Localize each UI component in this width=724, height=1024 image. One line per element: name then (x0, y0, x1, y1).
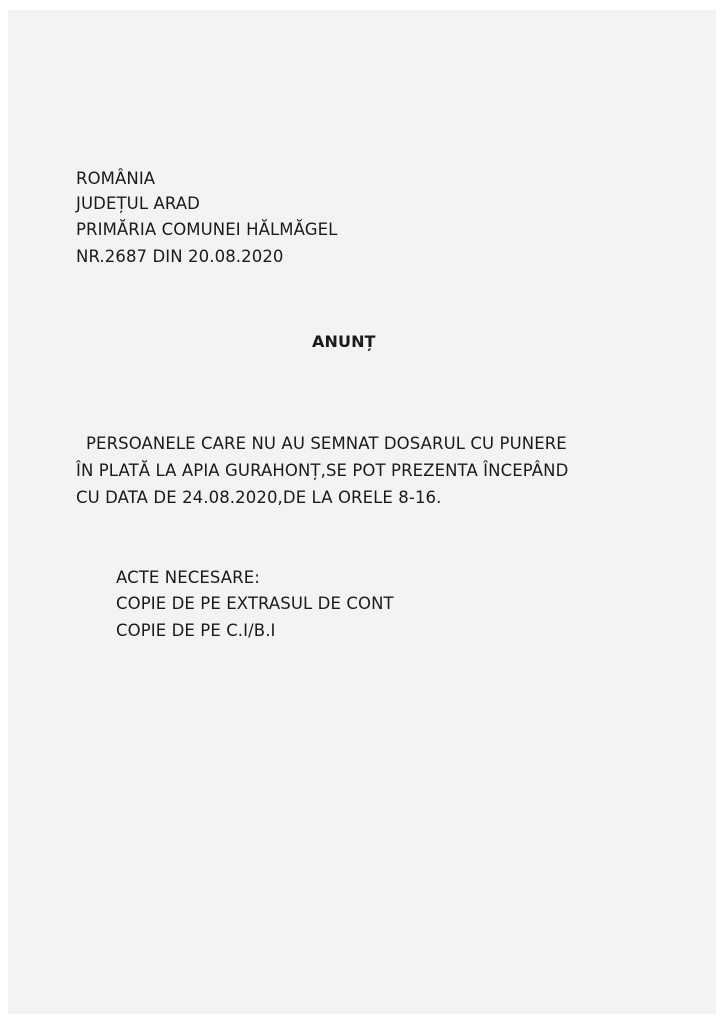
announcement-line-3: CU DATA DE 24.08.2020,DE LA ORELE 8-16. (76, 488, 442, 507)
required-documents-heading: ACTE NECESARE: (116, 568, 260, 587)
required-document-item: COPIE DE PE C.I/B.I (116, 621, 276, 640)
header-country: ROMÂNIA (76, 169, 156, 188)
announcement-title: ANUNȚ (312, 332, 376, 351)
header-county: JUDEȚUL ARAD (76, 194, 200, 213)
document-page (8, 10, 716, 1014)
announcement-line-2: ÎN PLATĂ LA APIA GURAHONȚ,SE POT PREZENTA ÎNCEPÂND (76, 461, 569, 480)
announcement-line-1: PERSOANELE CARE NU AU SEMNAT DOSARUL CU PUNERE (86, 434, 567, 453)
required-document-item: COPIE DE PE EXTRASUL DE CONT (116, 594, 394, 613)
header-registration-number: NR.2687 DIN 20.08.2020 (76, 247, 284, 266)
header-institution: PRIMĂRIA COMUNEI HĂLMĂGEL (76, 220, 338, 239)
